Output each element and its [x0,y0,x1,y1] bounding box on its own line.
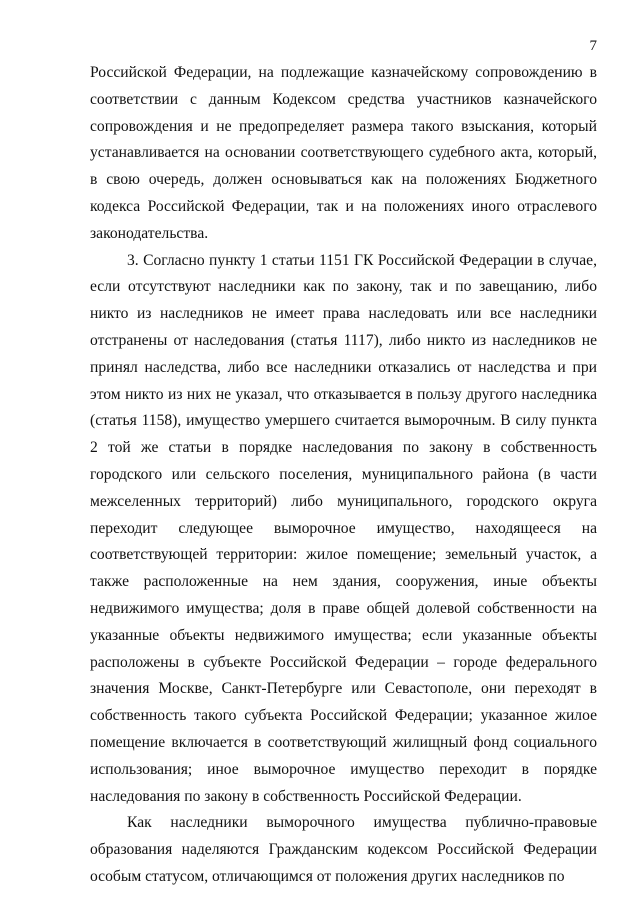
page-number: 7 [589,38,597,54]
document-body [90,60,597,891]
paragraph-heirs-status: Как наследники выморочного имущества публично-правовые образования наделяются Гражданским кодексом Российской Федерации особым статусом, отличающимся от положения других наследников по [90,814,597,885]
paragraph-continuation: Российской Федерации, на подлежащие казначейскому сопровождению в соответствии с данным Кодексом средства участников казначейского сопровождения и не предопределяет размера такого взыскания, который устанавливается на основании соответствующего судебного акта, который, в свою очередь, должен основываться как на положениях Бюджетного кодекса Российской Федерации, так и на положениях иного отраслевого законодательства. [90,64,597,242]
paragraph-item-3: 3. Согласно пункту 1 статьи 1151 ГК Российской Федерации в случае, если отсутствуют наследники как по закону, так и по завещанию, либо никто из наследников не имеет права наследовать или все наследники отстранены от наследования (статья 1117), либо никто из наследников не принял наследства, либо все наследники отказались от наследства и при этом никто из них не указал, что отказывается в пользу другого наследника (статья 1158), имущество умершего считается выморочным. В силу пункта 2 той же статьи в порядке наследования по закону в собственность городского или сельского поселения, муниципального района (в части межселенных территорий) либо муниципального, городского округа переходит следующее выморочное имущество, находящееся на соответствующей территории: жилое помещение; земельный участок, а также расположенные на нем здания, сооружения, иные объекты недвижимого имущества; доля в праве общей долевой собственности на указанные объекты недвижимого имущества; если указанные объекты расположены в субъекте Российской Федерации – городе федерального значения Москве, Санкт-Петербурге или Севастополе, они переходят в собственность такого субъекта Российской Федерации; указанное жилое помещение включается в соответствующий жилищный фонд социального использования; иное выморочное имущество переходит в порядке наследования по закону в собственность Российской Федерации. [90,251,597,805]
